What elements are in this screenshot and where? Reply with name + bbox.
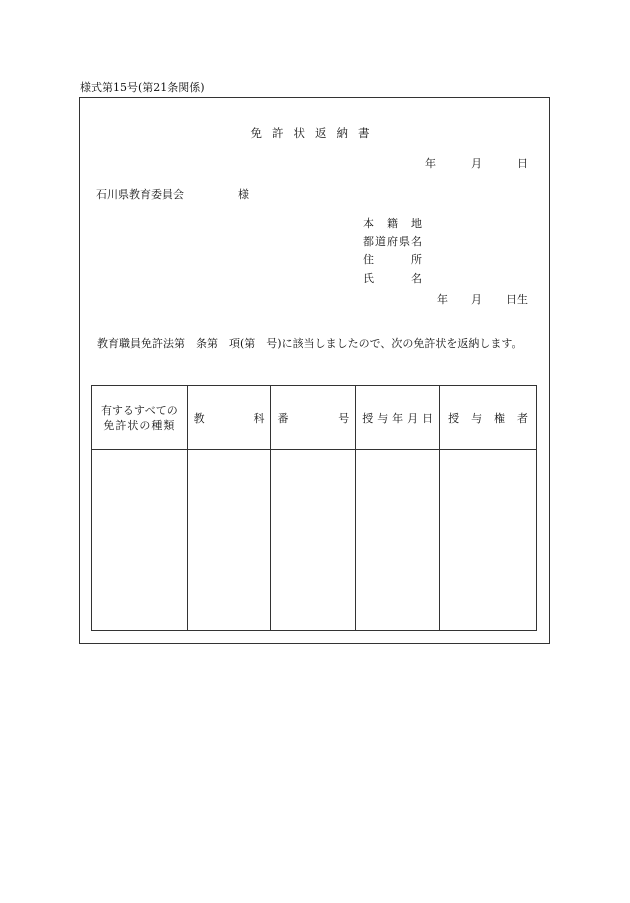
document-title: 免許状返納書: [250, 126, 380, 140]
license-table: [91, 385, 537, 631]
date-day-label: 日: [517, 157, 528, 170]
cell-grant-date[interactable]: [356, 450, 440, 631]
header-grant-date: 授 与 年 月 日: [356, 386, 440, 450]
prefecture-label: 都 道 府 県 名: [363, 235, 422, 248]
birth-year-label: 年: [437, 293, 448, 306]
name-label: 氏 名: [363, 272, 422, 285]
table-row: [92, 450, 537, 631]
domicile-label: 本 籍 地: [363, 217, 422, 230]
address-label: 住 所: [363, 253, 422, 266]
cell-number[interactable]: [271, 450, 356, 631]
header-grantor: 授 与 権 者: [440, 386, 537, 450]
return-statement: 教育職員免許法第 条第 項(第 号)に該当しましたので、次の免許状を返納します。: [97, 337, 523, 350]
header-subject: 教 科: [187, 386, 271, 450]
date-year-label: 年: [425, 157, 436, 170]
header-number: 番 号: [271, 386, 356, 450]
date-month-label: 月: [471, 157, 482, 170]
form-number-label: 様式第15号(第21条関係): [80, 81, 205, 94]
recipient-honorific: 様: [238, 188, 249, 201]
cell-grantor[interactable]: [440, 450, 537, 631]
cell-subject[interactable]: [187, 450, 271, 631]
cell-license-type[interactable]: [92, 450, 188, 631]
recipient-name: 石川県教育委員会: [96, 188, 184, 201]
table-header-row: [92, 386, 537, 450]
birth-month-label: 月: [471, 293, 482, 306]
header-license-type: 有するすべての 免許状の種類: [92, 386, 188, 450]
birth-day-label: 日生: [506, 293, 528, 306]
